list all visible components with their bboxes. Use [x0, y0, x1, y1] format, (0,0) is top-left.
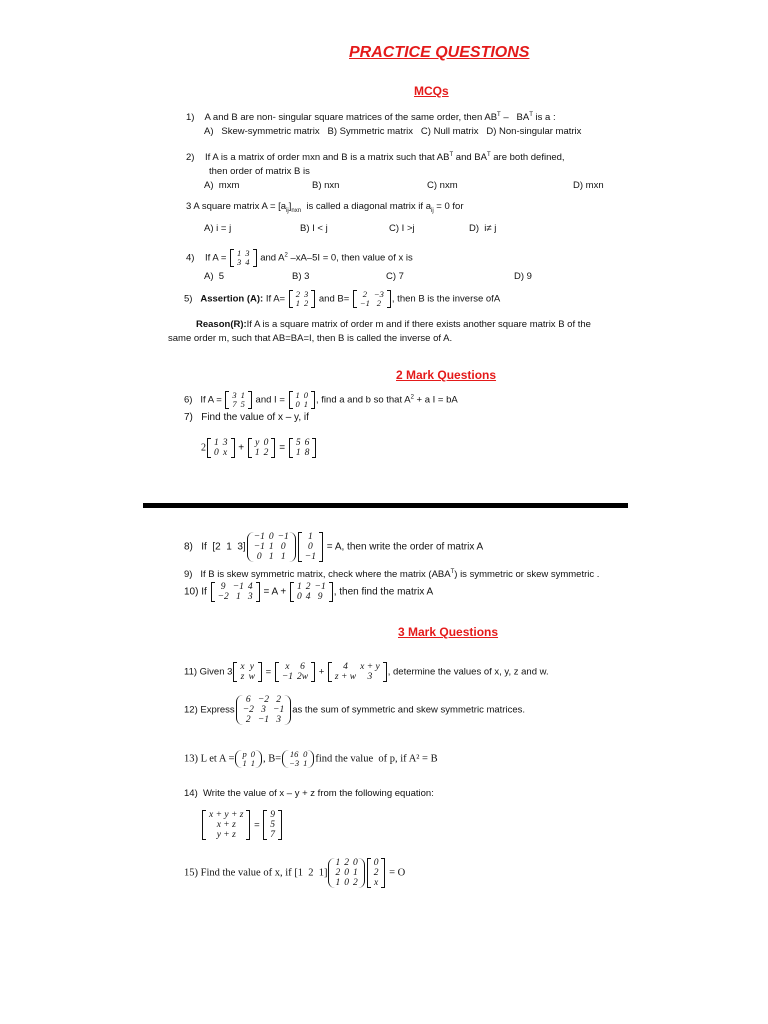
matrix-cell: 0	[373, 858, 379, 868]
matrix-cell: 3	[367, 672, 373, 682]
matrix-cell: −1	[314, 582, 326, 592]
question-4-option-a: A) 5	[204, 271, 225, 282]
matrix-cell: 5	[270, 820, 276, 830]
matrix-cell: 1	[242, 758, 247, 768]
matrix-cell: −2	[217, 592, 229, 602]
matrix-cell: 2	[373, 868, 379, 878]
matrix-cell: −1	[253, 542, 265, 552]
matrix-cell: 1	[308, 532, 313, 542]
matrix-cell: 2	[305, 582, 311, 592]
matrix-cell: 1	[237, 248, 242, 258]
matrix-cell: 0	[280, 542, 286, 552]
matrix-cell: x + y + z	[209, 810, 244, 820]
matrix-cell: 16	[289, 749, 299, 759]
matrix-cell: 2	[344, 858, 349, 868]
matrix-cell: 9	[220, 582, 226, 592]
matrix-cell: 2	[263, 448, 269, 458]
matrix-cell: 3	[232, 390, 237, 400]
matrix-cell: 0	[295, 399, 300, 409]
matrix-cell: 0	[268, 532, 274, 542]
matrix-cell: 0	[256, 552, 262, 562]
matrix-b	[353, 290, 391, 308]
matrix-cell: 0	[352, 858, 358, 868]
question-1: 1) A and B are non- singular square matrices of the same order, then $AB^T - BA^T$ is a :	[186, 112, 556, 124]
matrix-3x3	[236, 695, 292, 725]
matrix-cell: 1	[240, 390, 245, 400]
matrix-1	[233, 662, 262, 682]
matrix-cell: 1	[250, 758, 255, 768]
matrix-cell: 1	[303, 758, 308, 768]
question-3-option-c: C) I >j	[389, 223, 415, 234]
matrix-cell: 0	[214, 448, 219, 458]
matrix-cell: 3	[276, 715, 281, 725]
matrix-cell: x + y	[360, 662, 380, 672]
matrix-cell: 0	[303, 749, 308, 759]
question-2-option-c: C) nxm	[427, 180, 458, 191]
matrix-2	[290, 582, 333, 602]
question-15: 15) Find the value of x, if [1 2 1] 1 2 0 2 0 1 1 0 2 0 2 x = O	[184, 858, 406, 888]
matrix-cell: 2	[295, 289, 300, 299]
matrix-cell: x + z	[216, 820, 236, 830]
matrix-cell: x	[285, 662, 290, 672]
section-3-mark: 3 Mark Questions	[398, 625, 499, 639]
question-1-options: A) Skew-symmetric matrix B) Symmetric matrix C) Null matrix D) Non-singular matrix	[204, 126, 582, 137]
question-6: 6) If A = 3 1 7 5 and I = 1 0 0 1 , find a and b so that $A^2 + a$ I = bA	[184, 390, 458, 409]
matrix-cell: z + w	[334, 672, 357, 682]
matrix-cell: −2	[242, 705, 254, 715]
question-2-option-d: D) mxn	[573, 180, 604, 191]
matrix-cell: 1	[254, 448, 260, 458]
matrix-cell: x	[240, 662, 245, 672]
matrix-cell: 0	[303, 390, 309, 400]
matrix-cell: w	[248, 672, 255, 682]
matrix-cell: −1	[232, 582, 244, 592]
question-5-reason-line2: same order m, such that AB=BA=I, then B is called the inverse of A.	[168, 333, 453, 344]
section-mcqs: MCQs	[414, 84, 449, 98]
matrix-cell: p	[242, 749, 247, 759]
matrix-cell: −1	[257, 715, 270, 725]
matrix-cell: 1	[352, 868, 358, 878]
matrix-1	[207, 438, 235, 458]
matrix-1	[211, 582, 260, 602]
matrix-cell: 1	[335, 858, 341, 868]
matrix-cell: −1	[277, 532, 289, 542]
matrix-cell: 3	[261, 705, 266, 715]
matrix-2	[263, 810, 282, 840]
matrix-cell: 2	[362, 289, 368, 299]
matrix-cell: 1	[295, 298, 300, 308]
matrix-cell: −3	[289, 758, 300, 768]
question-2: 2) If A is a matrix of order mxn and B is a matrix such that $AB^T$ and $BA^T$ are both defined,	[186, 152, 565, 164]
matrix-cell: x	[223, 448, 228, 458]
matrix-cell: 1	[335, 878, 341, 888]
matrix-cell: 1	[303, 399, 309, 409]
matrix-cell: 4	[245, 257, 250, 267]
matrix-cell: 9	[317, 592, 323, 602]
matrix-b	[282, 750, 314, 768]
matrix-cell: −1	[304, 552, 316, 562]
matrix-cell: 9	[270, 810, 276, 820]
matrix-cell: 0	[297, 592, 302, 602]
matrix-a	[289, 290, 316, 308]
page-title: PRACTICE QUESTIONS	[349, 44, 530, 61]
matrix-cell: x	[374, 878, 379, 888]
matrix-3x3	[247, 532, 296, 562]
matrix-a	[225, 391, 252, 409]
question-3-option-d: D) i≠ j	[469, 223, 497, 234]
question-4-option-c: C) 7	[386, 271, 404, 282]
matrix-cell: 5	[295, 438, 301, 448]
matrix-cell: 3	[245, 248, 250, 258]
matrix-cell: 0	[250, 749, 255, 759]
matrix-cell: 2	[245, 715, 251, 725]
matrix-cell: −1	[253, 532, 265, 542]
matrix-cell: 2	[352, 878, 358, 888]
question-5-reason: Reason(R):If A is a square matrix of order m and if there exists another square matrix B of the	[196, 319, 591, 330]
section-2-mark: 2 Mark Questions	[396, 368, 497, 382]
question-2-option-a: A) mxm	[204, 180, 240, 191]
question-12: 12) Express 6 −2 2 −2 3 −1 2 −1 3 as the sum of symmetric and skew symmetric matrices.	[184, 695, 526, 725]
question-3-option-a: A) i = j	[204, 223, 232, 234]
matrix-cell: 0	[344, 868, 349, 878]
matrix-cell: 2	[335, 868, 341, 878]
page-divider	[143, 503, 628, 508]
question-3: 3 A square matrix $A = [a_{ij}]_{nxn}$ is called a diagonal matrix if $a_{ij} = 0$ for	[186, 201, 464, 214]
question-3-option-b: B) I < j	[300, 223, 328, 234]
matrix-cell: −1	[359, 298, 370, 308]
question-7: 7) Find the value of x – y, if	[184, 412, 309, 423]
question-14: 14) Write the value of x – y + z from the following equation:	[184, 788, 434, 799]
matrix-cell: 6	[245, 695, 251, 705]
matrix-cell: −3	[373, 289, 384, 299]
matrix-cell: 8	[304, 448, 310, 458]
matrix-2	[275, 662, 315, 682]
matrix-3	[289, 438, 317, 458]
question-4-option-b: B) 3	[292, 271, 310, 282]
question-2-option-b: B) nxn	[312, 180, 340, 191]
question-14-equation: x + y + z x + z y + z = 9 5 7	[201, 810, 283, 840]
question-9: 9) If B is skew symmetric matrix, check where the matrix $(ABA^T)$ is symmetric or skew symmetric .	[184, 569, 600, 581]
matrix-cell: 3	[222, 438, 228, 448]
matrix-cell: 1	[295, 390, 300, 400]
matrix-cell: 3	[304, 289, 309, 299]
matrix-cell: 2	[376, 298, 382, 308]
question-2-line2: then order of matrix B is	[209, 166, 310, 177]
matrix-cell: y + z	[216, 830, 236, 840]
matrix-cell: 0	[263, 438, 269, 448]
column-vector	[367, 858, 386, 888]
matrix-i	[289, 391, 316, 409]
question-7-equation: 2 1 3 0 x + y 0 1 2 = 5 6 1 8	[201, 438, 317, 458]
matrix-cell: y	[255, 438, 260, 448]
matrix-cell: −1	[281, 672, 293, 682]
matrix-cell: −2	[257, 695, 270, 705]
matrix-cell: 2w	[296, 672, 309, 682]
matrix-cell: 1	[295, 448, 301, 458]
matrix-cell: 4	[247, 582, 253, 592]
column-vector	[298, 532, 323, 562]
question-5: 5) Assertion (A): If A= 2 3 1 2 and B= 2 −3 −1 2 , then B is the inverse ofA	[184, 289, 501, 308]
matrix-2	[248, 438, 276, 458]
matrix-cell: 1	[268, 542, 274, 552]
matrix-cell: 1	[297, 582, 302, 592]
question-13: 13) L et A = p 0 1 1 , B= 16 0 −3 1 find the value of p, if A² = B	[184, 749, 438, 768]
question-11: 11) Given 3 x y z w = x 6 −1 2w + 4 x + y z + w 3 , determine the values of x, y, z and w.	[184, 662, 549, 682]
matrix-cell: z	[240, 672, 245, 682]
question-4-option-d: D) 9	[514, 271, 532, 282]
matrix-1	[202, 810, 250, 840]
matrix-a	[230, 249, 257, 267]
question-4: 4) If A = 1 3 3 4 and $A^2$ –xA–5I = 0, then value of x is	[186, 248, 413, 267]
matrix-a	[235, 750, 262, 768]
matrix-cell: 4	[343, 662, 348, 672]
matrix-cell: −1	[273, 705, 285, 715]
matrix-cell: 2	[276, 695, 281, 705]
matrix-cell: 1	[235, 592, 241, 602]
matrix-cell: 5	[240, 399, 245, 409]
matrix-cell: 7	[270, 830, 276, 840]
matrix-cell: 6	[300, 662, 305, 672]
matrix-cell: 6	[304, 438, 310, 448]
matrix-cell: 4	[305, 592, 311, 602]
matrix-cell: 3	[247, 592, 253, 602]
matrix-cell: 0	[344, 878, 349, 888]
matrix-cell: 1	[214, 438, 219, 448]
matrix-3	[328, 662, 387, 682]
matrix-cell: y	[249, 662, 254, 672]
matrix-cell: 2	[304, 298, 309, 308]
matrix-3x3	[328, 858, 364, 888]
matrix-cell: 7	[232, 399, 237, 409]
matrix-cell: 1	[280, 552, 286, 562]
matrix-cell: 0	[308, 542, 313, 552]
question-8: 8) If [2 1 3] −1 0 −1 −1 1 0 0 1 1 1 0 −1 = A, then write the order of matrix A	[184, 532, 484, 562]
matrix-cell: 3	[237, 257, 242, 267]
matrix-cell: 1	[268, 552, 274, 562]
question-10: 10) If 9 −1 4 −2 1 3 = A + 1 2 −1 0 4 9 , then find the matrix A	[184, 582, 434, 602]
